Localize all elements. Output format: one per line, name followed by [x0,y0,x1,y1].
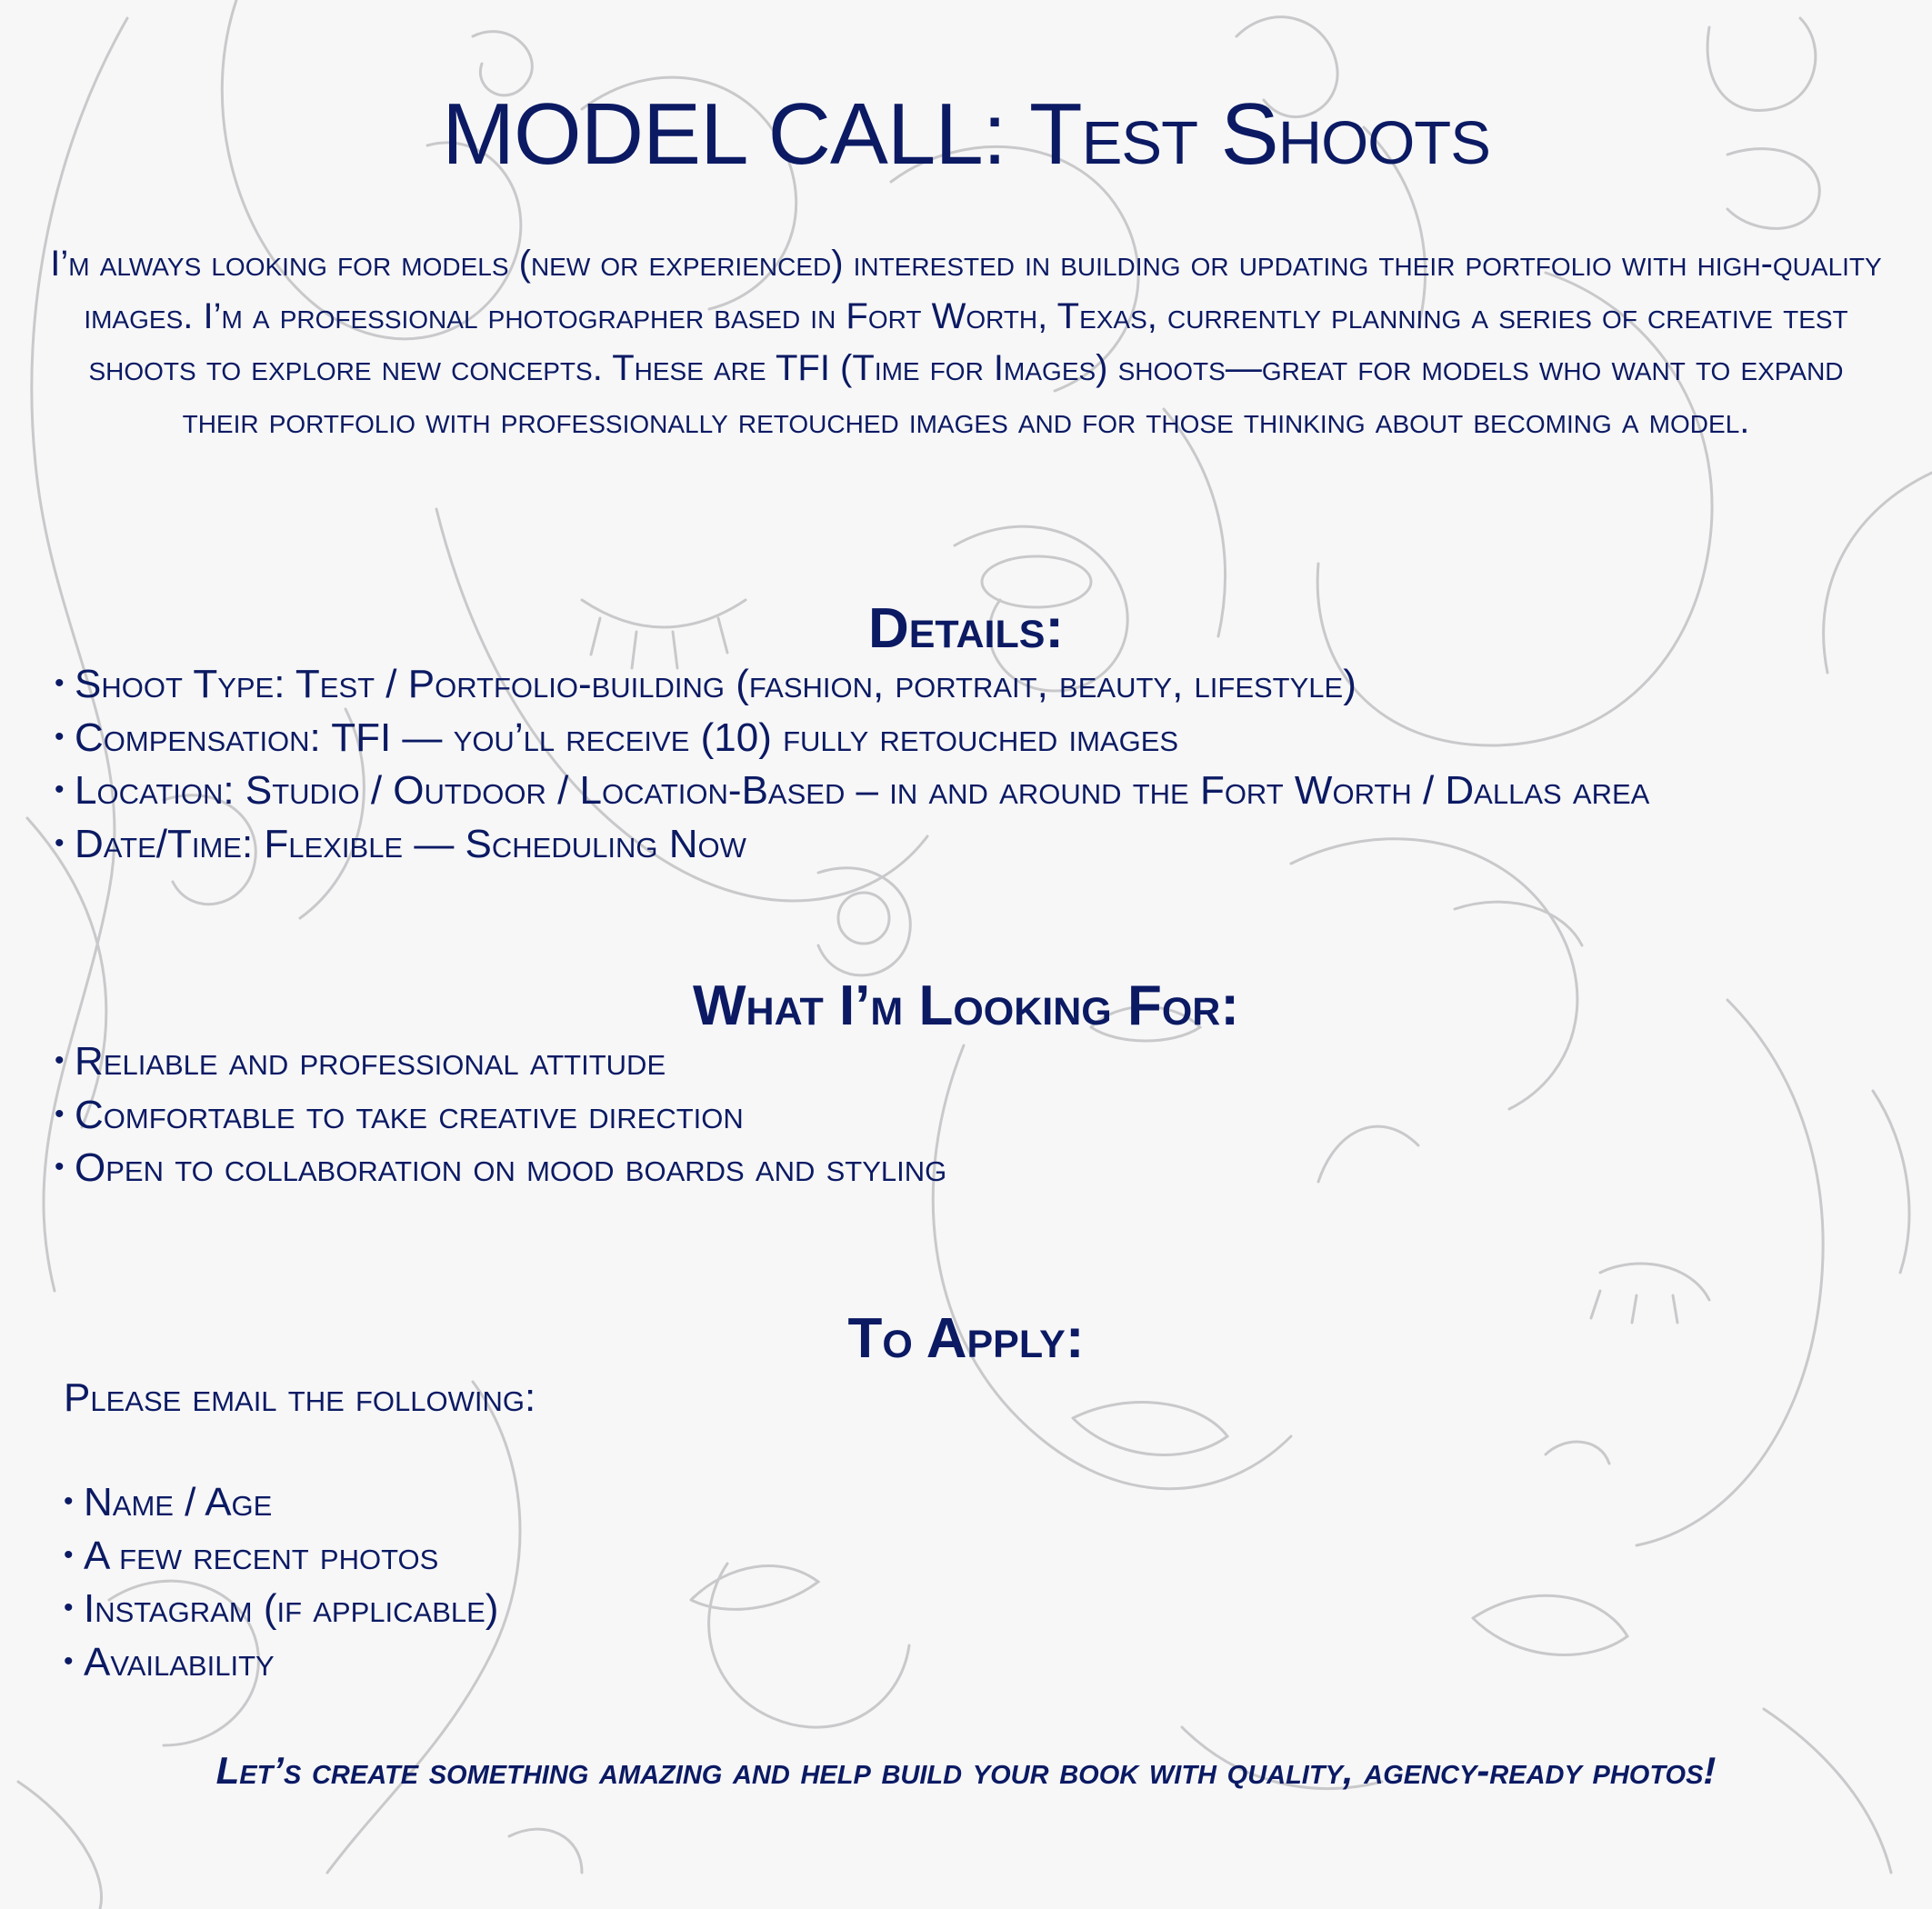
list-item: • Instagram (if applicable) [64,1582,498,1635]
list-item: • Reliable and professional attitude [55,1034,946,1088]
list-item: • A few recent photos [64,1529,498,1583]
page-title [0,84,1932,185]
bullet-icon: • [64,1539,74,1570]
list-item: • Date/Time: Flexible — Scheduling Now [55,817,1649,871]
bullet-icon: • [64,1645,74,1676]
bullet-icon: • [55,827,65,858]
bullet-icon: • [64,1593,74,1623]
list-item: • Open to collaboration on mood boards and styling [55,1141,946,1194]
bullet-icon: • [55,668,65,698]
bullet-icon: • [64,1486,74,1516]
list-item: • Location: Studio / Outdoor / Location-Based – in and around the Fort Worth / Dallas area [55,764,1649,817]
closing-tagline: Let’s create something amazing and help build your book with quality, agency-ready photos! [215,1749,1717,1792]
bullet-icon: • [55,1045,65,1075]
title-main: MODEL CALL: [442,85,1006,183]
details-heading: Details: [867,597,1065,660]
title-sub: Test Shoots [1029,85,1490,183]
apply-list [64,1475,498,1688]
apply-instruction: Please email the following: [64,1375,536,1420]
details-list [55,657,1649,870]
looking-for-list [55,1034,946,1194]
bullet-icon: • [55,775,65,805]
bullet-icon: • [55,721,65,752]
bullet-icon: • [55,1152,65,1182]
looking-for-heading: What I’m Looking For: [693,974,1239,1037]
apply-heading: To Apply: [847,1307,1085,1370]
list-item: • Shoot Type: Test / Portfolio-building (fashion, portrait, beauty, lifestyle) [55,657,1649,711]
list-item: • Name / Age [64,1475,498,1529]
list-item: • Compensation: TFI — you’ll receive (10) fully retouched images [55,711,1649,765]
list-item: • Availability [64,1635,498,1689]
intro-paragraph: I’m always looking for models (new or experienced) interested in building or updating their portfolio with high-quality images. I’m a professional photographer based in Fort Worth, Texas, currently planning a series of creative test shoots to explore new concepts. These are TFI (Time for Images) shoots—great for models who want to expand their portfolio with professionally retouched images and for those thinking about becoming a model. [50,244,1882,441]
bullet-icon: • [55,1098,65,1129]
list-item: • Comfortable to take creative direction [55,1088,946,1142]
